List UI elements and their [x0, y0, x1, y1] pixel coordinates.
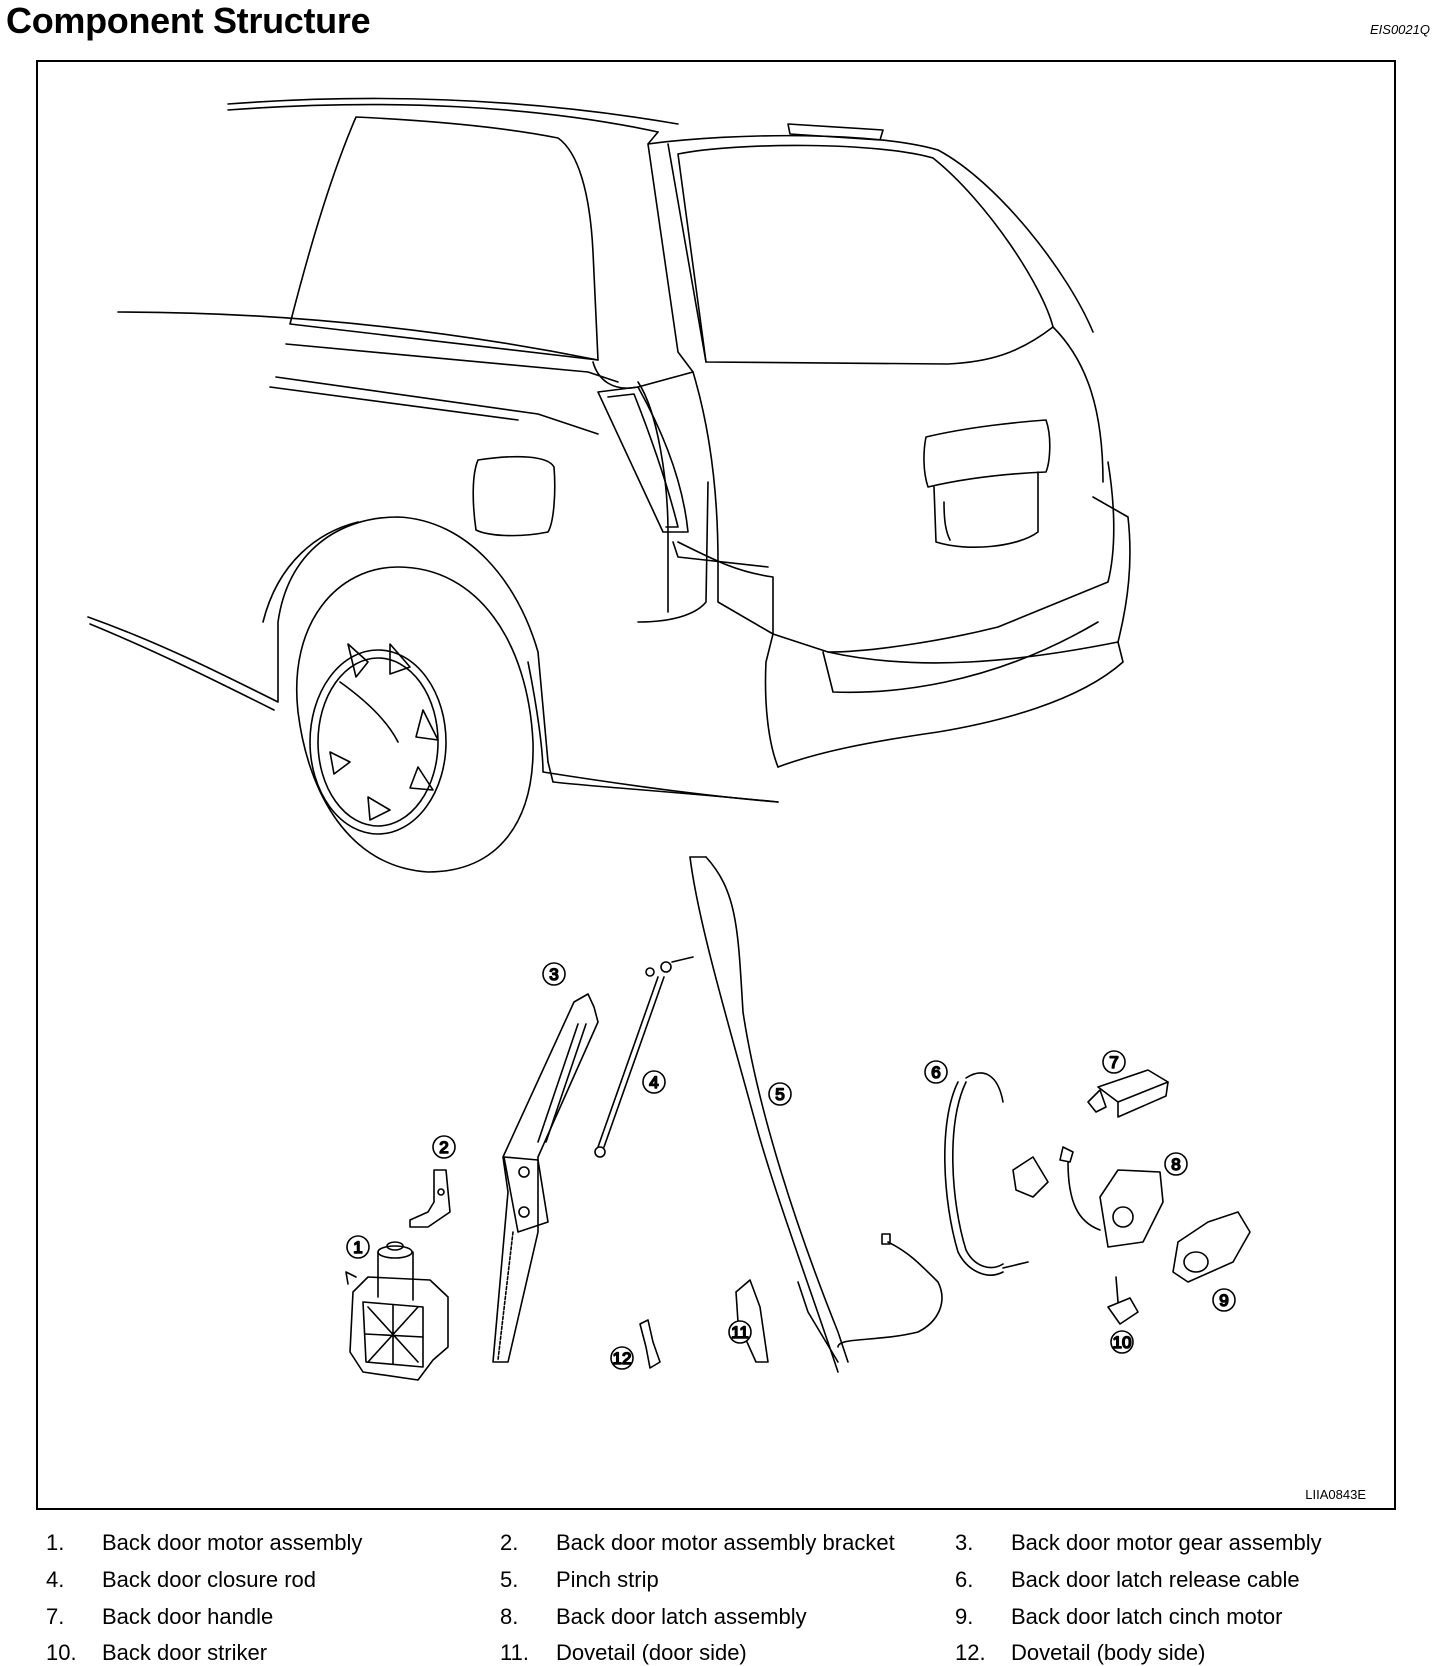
legend-item — [500, 1530, 895, 1556]
legend-label: Back door handle — [102, 1604, 274, 1629]
diagram-frame — [36, 60, 1396, 1510]
rear-wheel — [297, 567, 533, 872]
legend-number: 3. — [955, 1530, 974, 1555]
legend-label: Back door striker — [102, 1640, 268, 1665]
legend-item — [46, 1530, 362, 1556]
svg-text:8: 8 — [1171, 1155, 1181, 1174]
svg-text:10: 10 — [1112, 1333, 1132, 1352]
callout-5 — [769, 1083, 791, 1105]
svg-text:11: 11 — [731, 1323, 749, 1342]
legend-item — [500, 1640, 747, 1666]
figure-id: LIIA0843E — [1305, 1487, 1366, 1502]
svg-text:4: 4 — [649, 1073, 659, 1092]
legend-label: Back door closure rod — [102, 1567, 316, 1592]
legend-number: 4. — [46, 1567, 65, 1592]
legend-label: Back door latch release cable — [1011, 1567, 1300, 1592]
svg-text:5: 5 — [775, 1085, 785, 1104]
back-door-handle — [1088, 1070, 1168, 1117]
legend-number: 1. — [46, 1530, 65, 1555]
legend-label: Back door motor gear assembly — [1011, 1530, 1322, 1555]
legend-item — [46, 1640, 267, 1666]
legend-number: 11. — [500, 1640, 529, 1665]
legend-number: 10. — [46, 1640, 77, 1665]
legend-item — [46, 1567, 316, 1593]
latch-assembly — [1013, 1147, 1163, 1247]
motor-assembly — [346, 1242, 448, 1380]
legend-number: 9. — [955, 1604, 974, 1629]
back-door-striker — [1108, 1277, 1138, 1324]
legend-label: Back door motor assembly — [102, 1530, 363, 1555]
legend-label: Back door latch cinch motor — [1011, 1604, 1283, 1629]
motor-bracket — [410, 1170, 450, 1227]
page-title: Component Structure — [6, 0, 371, 41]
svg-text:1: 1 — [353, 1238, 363, 1257]
vehicle-body — [88, 98, 1130, 802]
legend-item — [46, 1604, 273, 1630]
legend-number: 7. — [46, 1604, 65, 1629]
legend-number: 5. — [500, 1567, 519, 1592]
legend-number: 6. — [955, 1567, 974, 1592]
latch-release-cable — [838, 1073, 1028, 1347]
legend-item — [500, 1604, 807, 1630]
legend-item — [500, 1567, 659, 1593]
closure-rod — [595, 957, 693, 1157]
legend-item — [955, 1530, 1322, 1556]
legend-label: Back door latch assembly — [556, 1604, 807, 1629]
callout-6 — [925, 1061, 947, 1083]
legend-item — [955, 1604, 1282, 1630]
parts-legend — [0, 1516, 1440, 1665]
pinch-strip — [690, 857, 848, 1372]
vehicle-diagram — [38, 62, 1394, 1508]
motor-gear-assembly — [493, 994, 598, 1362]
callout-11 — [729, 1321, 751, 1343]
section-code: EIS0021Q — [1370, 22, 1430, 37]
svg-text:2: 2 — [439, 1138, 449, 1157]
callout-1 — [347, 1236, 369, 1258]
svg-text:3: 3 — [549, 965, 559, 984]
svg-text:12: 12 — [612, 1349, 632, 1368]
callout-markers — [347, 963, 1235, 1369]
callout-12 — [611, 1347, 633, 1369]
callout-4 — [643, 1071, 665, 1093]
callout-9 — [1213, 1289, 1235, 1311]
svg-text:9: 9 — [1219, 1291, 1229, 1310]
svg-text:7: 7 — [1109, 1053, 1119, 1072]
legend-number: 2. — [500, 1530, 519, 1555]
callout-10 — [1111, 1331, 1133, 1353]
dovetail-body-side — [640, 1320, 660, 1368]
callout-8 — [1165, 1153, 1187, 1175]
callout-2 — [433, 1136, 455, 1158]
legend-label: Back door motor assembly bracket — [556, 1530, 895, 1555]
legend-label: Dovetail (door side) — [556, 1640, 747, 1665]
callout-3 — [543, 963, 565, 985]
callout-7 — [1103, 1051, 1125, 1073]
legend-number: 12. — [955, 1640, 986, 1665]
svg-text:6: 6 — [931, 1063, 941, 1082]
latch-cinch-motor — [1173, 1212, 1250, 1282]
legend-label: Pinch strip — [556, 1567, 659, 1592]
legend-number: 8. — [500, 1604, 519, 1629]
legend-item — [955, 1640, 1205, 1666]
legend-label: Dovetail (body side) — [1011, 1640, 1206, 1665]
legend-item — [955, 1567, 1300, 1593]
